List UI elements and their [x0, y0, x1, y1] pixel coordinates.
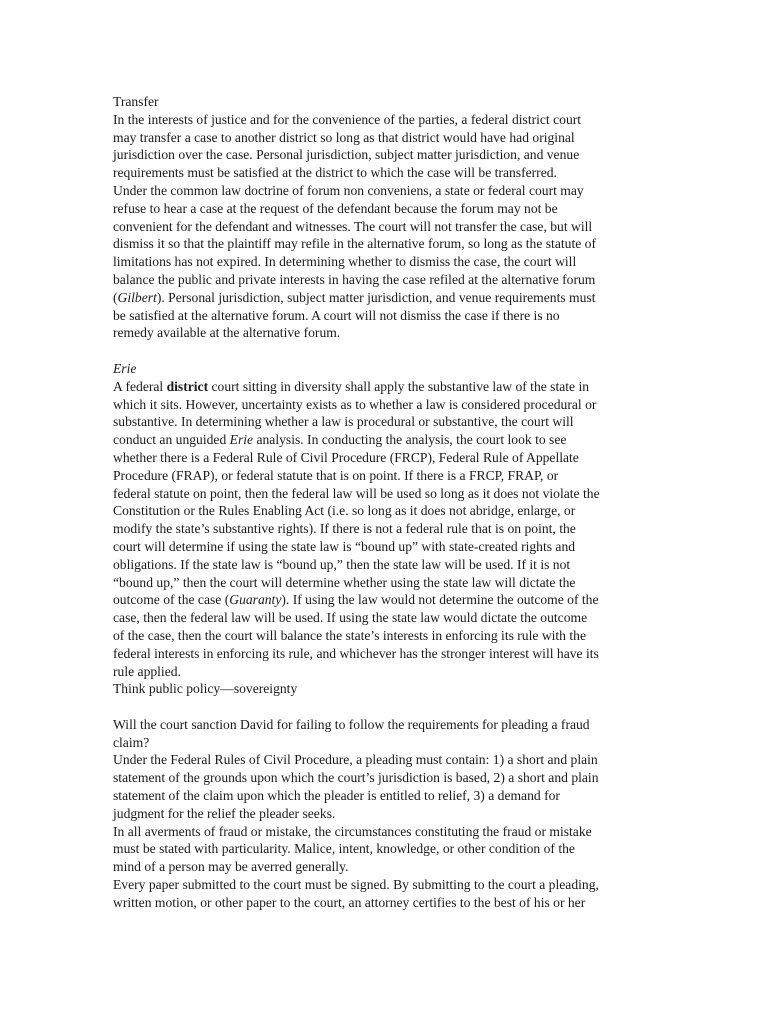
paragraph-line: remedy available at the alternative forum. [113, 325, 341, 341]
paragraph-line: requirements must be satisfied at the district to which the case will be transferred. [113, 165, 557, 181]
paragraph-line: must be stated with particularity. Malice, intent, knowledge, or other condition of the [113, 841, 575, 857]
paragraph-line: limitations has not expired. In determining whether to dismiss the case, the court will [113, 254, 577, 270]
emphasis-district: district [166, 378, 209, 394]
paragraph-line: federal statute on point, then the federal law will be used so long as it does not violate the [113, 485, 600, 501]
paragraph-line: In all averments of fraud or mistake, the circumstances constituting the fraud or mistake [113, 823, 592, 839]
paragraph-line: case, then the federal law will be used. If using the state law would dictate the outcome [113, 610, 588, 626]
paragraph-line: modify the state’s substantive rights). If there is not a federal rule that is on point, the [113, 521, 576, 537]
document-page [113, 93, 658, 912]
paragraph-spacer [113, 342, 658, 360]
paragraph-line: may transfer a case to another district so long as that district would have had original [113, 129, 575, 145]
paragraph-line: refuse to hear a case at the request of the defendant because the forum may not be [113, 200, 558, 216]
paragraph-line: balance the public and private interests in having the case refiled at the alternative forum [113, 271, 596, 287]
paragraph-line: substantive. In determining whether a law is procedural or substantive, the court will [113, 414, 574, 430]
paragraph-line: Under the common law doctrine of forum non conveniens, a state or federal court may [113, 182, 584, 198]
paragraph-line: statement of the grounds upon which the court’s jurisdiction is based, 2) a short and plain [113, 770, 599, 786]
paragraph-line: In the interests of justice and for the convenience of the parties, a federal district court [113, 111, 582, 127]
paragraph-line: mind of a person may be averred generally. [113, 859, 349, 875]
paragraph-line: judgment for the relief the pleader seeks. [113, 805, 336, 821]
paragraph-line: (Gilbert). Personal jurisdiction, subject matter jurisdiction, and venue requirements must [113, 289, 596, 305]
paragraph-line: “bound up,” then the court will determine whether using the state law will dictate the [113, 574, 576, 590]
paragraph-line: federal interests in enforcing its rule, and whichever has the stronger interest will have its [113, 645, 599, 661]
paragraph-line: of the case, then the court will balance the state’s interests in enforcing its rule with the [113, 627, 586, 643]
section-heading-erie: Erie [113, 360, 137, 376]
paragraph-line: rule applied. [113, 663, 181, 679]
paragraph-line: convenient for the defendant and witnesses. The court will not transfer the case, but will [113, 218, 593, 234]
question-line: Will the court sanction David for failing to follow the requirements for pleading a fraud [113, 716, 590, 732]
case-citation-gilbert: Gilbert [117, 289, 157, 305]
paragraph-line: whether there is a Federal Rule of Civil Procedure (FRCP), Federal Rule of Appellate [113, 449, 579, 465]
paragraph-line: Constitution or the Rules Enabling Act (i.e. so long as it does not abridge, enlarge, or [113, 503, 576, 519]
paragraph-line: Under the Federal Rules of Civil Procedure, a pleading must contain: 1) a short and plain [113, 752, 598, 768]
paragraph-spacer [113, 698, 658, 716]
paragraph-line: be satisfied at the alternative forum. A court will not dismiss the case if there is no [113, 307, 560, 323]
paragraph-line: written motion, or other paper to the court, an attorney certifies to the best of his or her [113, 894, 586, 910]
paragraph-line: court will determine if using the state law is “bound up” with state-created rights and [113, 538, 576, 554]
paragraph-line: A federal district court sitting in diversity shall apply the substantive law of the state in [113, 378, 590, 394]
paragraph-line: Procedure (FRAP), or federal statute that is on point. If there is a FRCP, FRAP, or [113, 467, 559, 483]
paragraph-line: dismiss it so that the plaintiff may refile in the alternative forum, so long as the statute of [113, 236, 596, 252]
paragraph-line: jurisdiction over the case. Personal jurisdiction, subject matter jurisdiction, and venue [113, 147, 580, 163]
paragraph-line: obligations. If the state law is “bound up,” then the state law will be used. If it is not [113, 556, 571, 572]
paragraph-line: conduct an unguided Erie analysis. In conducting the analysis, the court look to see [113, 432, 567, 448]
case-citation-erie: Erie [229, 432, 254, 448]
case-citation-guaranty: Guaranty [229, 592, 282, 608]
policy-note: Think public policy—sovereignty [113, 681, 298, 697]
paragraph-line: which it sits. However, uncertainty exists as to whether a law is considered procedural or [113, 396, 597, 412]
paragraph-line: Every paper submitted to the court must be signed. By submitting to the court a pleading, [113, 877, 599, 893]
question-line: claim? [113, 734, 150, 750]
section-heading-transfer: Transfer [113, 94, 159, 109]
paragraph-line: statement of the claim upon which the pleader is entitled to relief, 3) a demand for [113, 788, 560, 804]
paragraph-line: outcome of the case (Guaranty). If using the law would not determine the outcome of the [113, 592, 599, 608]
